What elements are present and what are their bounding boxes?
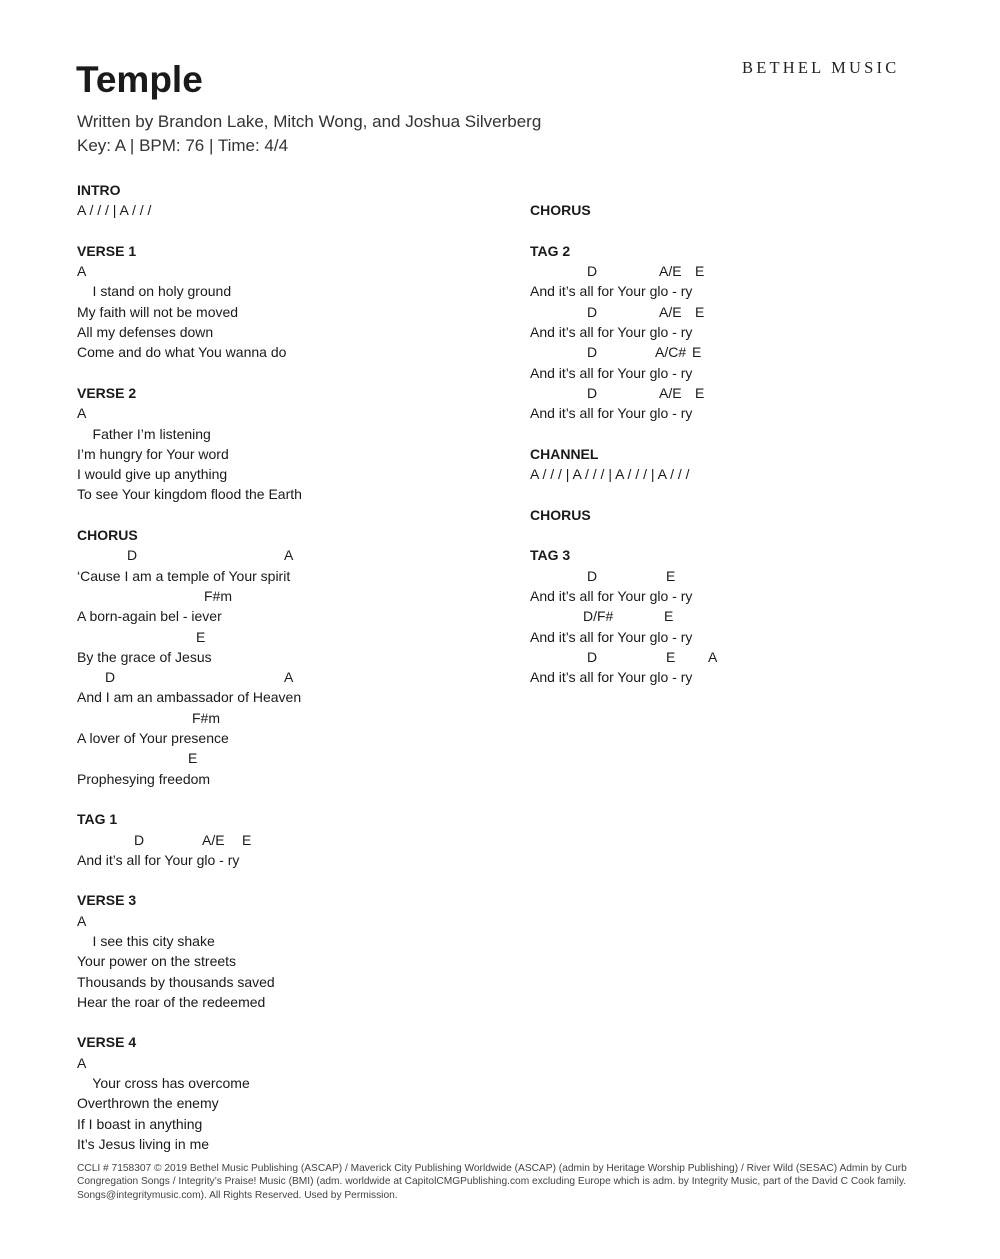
lyric-line: Your cross has overcome <box>77 1075 250 1092</box>
chord-line <box>530 647 930 667</box>
songwriters: Written by Brandon Lake, Mitch Wong, and Joshua Silverberg <box>77 112 542 131</box>
chord-line <box>530 383 930 403</box>
lyric-line: Overthrown the enemy <box>77 1095 219 1112</box>
song-meta: Key: A | BPM: 76 | Time: 4/4 <box>77 136 289 155</box>
lyric-line: A born-again bel - iever <box>77 608 222 625</box>
lyric-line: If I boast in anything <box>77 1115 203 1132</box>
chord: D <box>105 669 116 686</box>
chord: E <box>695 303 705 320</box>
chord: D <box>587 344 598 361</box>
lyric-line: It’s Jesus living in me <box>77 1135 210 1152</box>
chord: A/E <box>659 384 682 401</box>
chord: E <box>666 567 676 584</box>
section-heading: CHANNEL <box>530 445 599 462</box>
chord-line <box>77 708 497 728</box>
lyric-line: Father I’m listening <box>77 425 211 442</box>
lyric-line: A lover of Your presence <box>77 730 229 747</box>
spacer <box>77 789 497 809</box>
lyric-line: And it’s all for Your glo - ry <box>530 324 693 341</box>
copyright-footer: CCLI # 7158307 © 2019 Bethel Music Publishing (ASCAP) / Maverick City Publishing Worldwide (ASCAP) (admin by Heritage Worship Publishing) / River Wild (SESAC) Admin by Curb Congregation Songs / Integrity’s Praise! Music (BMI) (adm. worldwide at CapitolCMGPublishing.com excluding Europe which is adm. by Integrity Music, part of the David C Cook family. Songs@integritymusic.com). All Rights Reserved. Used by Permission. <box>77 1163 907 1201</box>
chord: E <box>666 648 676 665</box>
lyric-line: And it’s all for Your glo - ry <box>530 628 693 645</box>
spacer <box>530 424 930 444</box>
chord-line <box>530 606 930 626</box>
song-title: Temple <box>76 59 203 100</box>
section-heading: TAG 3 <box>530 547 571 564</box>
lyric-line: All my defenses down <box>77 324 214 341</box>
lyric-line: Prophesying freedom <box>77 770 211 787</box>
spacer <box>530 221 930 241</box>
lyric-line: A <box>77 1054 87 1071</box>
lyric-line: And it’s all for Your glo - ry <box>530 283 693 300</box>
chord: A <box>284 547 294 564</box>
lyric-line: And it’s all for Your glo - ry <box>530 364 693 381</box>
section-heading: VERSE 1 <box>77 242 137 259</box>
section-heading: VERSE 2 <box>77 384 137 401</box>
chord: E <box>196 628 206 645</box>
section-heading: TAG 2 <box>530 242 571 259</box>
chord: D <box>587 567 598 584</box>
spacer <box>530 525 930 545</box>
lyric-line: Thousands by thousands saved <box>77 973 275 990</box>
lyric-line: To see Your kingdom flood the Earth <box>77 486 302 503</box>
lyric-line: I’m hungry for Your word <box>77 445 229 462</box>
spacer <box>530 484 930 504</box>
lyric-line: A <box>77 912 87 929</box>
chord-line <box>77 667 497 687</box>
chord: A <box>708 648 718 665</box>
lyric-line: ‘Cause I am a temple of Your spirit <box>77 567 291 584</box>
chord: A <box>284 669 294 686</box>
lyric-line: And it’s all for Your glo - ry <box>530 405 693 422</box>
lyric-line: By the grace of Jesus <box>77 648 212 665</box>
chord: D <box>134 831 145 848</box>
section-heading: INTRO <box>77 182 121 198</box>
spacer <box>77 1012 497 1032</box>
section-heading: VERSE 3 <box>77 892 137 909</box>
spacer <box>77 870 497 890</box>
chord-line <box>77 627 497 647</box>
chord-line <box>530 302 930 322</box>
chord: A/E <box>659 303 682 320</box>
chord: D/F# <box>583 608 614 625</box>
chart-column-right <box>530 200 930 687</box>
chord: F#m <box>204 587 232 604</box>
lyric-line: A / / / | A / / / <box>77 202 152 219</box>
chord: D <box>587 303 598 320</box>
lyric-line: I would give up anything <box>77 466 228 483</box>
chord-line <box>77 586 497 606</box>
chord-line <box>77 748 497 768</box>
spacer <box>77 221 497 241</box>
chord: A/E <box>659 263 682 280</box>
spacer <box>77 505 497 525</box>
chord: E <box>664 608 674 625</box>
chord-line <box>77 830 497 850</box>
lyric-line: Your power on the streets <box>77 953 237 970</box>
chord: D <box>587 263 598 280</box>
chord: E <box>695 384 705 401</box>
lyric-line: A <box>77 263 87 280</box>
lyric-line: Hear the roar of the redeemed <box>77 993 266 1010</box>
lyric-line: A <box>77 405 87 422</box>
section-heading: CHORUS <box>530 202 591 219</box>
chord: F#m <box>192 709 220 726</box>
chord-line <box>530 261 930 281</box>
chord-line <box>77 545 497 565</box>
section-heading: CHORUS <box>77 527 138 544</box>
chord: D <box>587 384 598 401</box>
section-heading: VERSE 4 <box>77 1034 137 1051</box>
chord: D <box>587 648 598 665</box>
lyric-line: And it’s all for Your glo - ry <box>530 669 693 686</box>
lyric-line: A / / / | A / / / | A / / / | A / / / <box>530 466 690 483</box>
chord: E <box>692 344 702 361</box>
chord: E <box>188 750 198 767</box>
lyric-line: My faith will not be moved <box>77 303 239 320</box>
lyric-line: And it’s all for Your glo - ry <box>77 851 240 868</box>
spacer <box>77 363 497 383</box>
lyric-line: And I am an ambassador of Heaven <box>77 689 302 706</box>
chord: D <box>127 547 138 564</box>
lyric-line: I stand on holy ground <box>77 283 232 300</box>
chord: A/C# <box>655 344 687 361</box>
chord: A/E <box>202 831 225 848</box>
chart-column-left <box>77 180 497 1154</box>
lyric-line: I see this city shake <box>77 932 215 949</box>
song-credits <box>77 110 541 158</box>
chord: E <box>242 831 252 848</box>
chord-line <box>530 566 930 586</box>
brand-logo: BETHEL MUSIC <box>742 58 900 77</box>
section-heading: TAG 1 <box>77 811 118 828</box>
section-heading: CHORUS <box>530 506 591 523</box>
lyric-line: And it’s all for Your glo - ry <box>530 587 693 604</box>
chord: E <box>695 263 705 280</box>
chord-line <box>530 342 930 362</box>
lyric-line: Come and do what You wanna do <box>77 344 287 361</box>
